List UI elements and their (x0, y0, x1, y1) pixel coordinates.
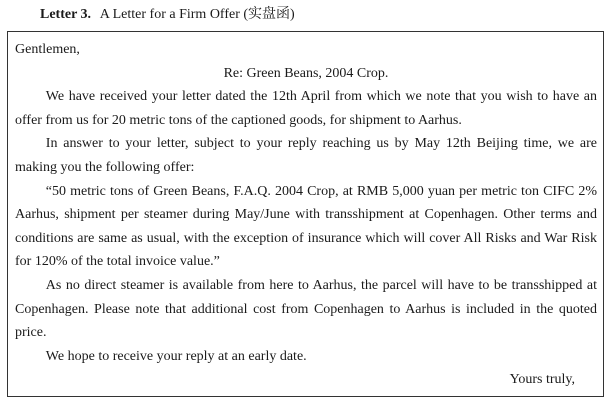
paragraph-transshipment: As no direct steamer is available from here to Aarhus, the parcel will have to be transshipped at Copenhagen. Please note that additional cost from Copenhagen to Aarhus is included in the quoted price. (15, 277, 597, 341)
letter-title: A Letter for a Firm Offer (实盘函) (99, 7, 295, 22)
paragraph-received-letter: We have received your letter dated the 12th April from which we note that you wish to have an offer from us for 20 metric tons of the captioned goods, for shipment to Aarhus. (15, 89, 597, 128)
salutation: Gentlemen, (15, 42, 80, 57)
letter-heading (40, 6, 295, 24)
letter-number: Letter 3. (40, 7, 92, 22)
subject-line: Re: Green Beans, 2004 Crop. (223, 65, 389, 81)
letter-body (15, 38, 597, 392)
paragraph-offer-terms: “50 metric tons of Green Beans, F.A.Q. 2004 Crop, at RMB 5,000 yuan per metric ton CIFC 2% Aarhus, shipment per steamer during May/June with transshipment at Copenhagen. Other terms and conditions are same as usual, with the exception of insurance which will cover All Risks and War Risk for 120% of the total invoice value.” (15, 183, 597, 270)
closing: Yours truly, (509, 372, 575, 388)
paragraph-reply-request: We hope to receive your reply at an early date. (45, 348, 307, 364)
letter-box (7, 31, 604, 397)
paragraph-answer: In answer to your letter, subject to your reply reaching us by May 12th Beijing time, we are making you the following offer: (15, 136, 597, 175)
